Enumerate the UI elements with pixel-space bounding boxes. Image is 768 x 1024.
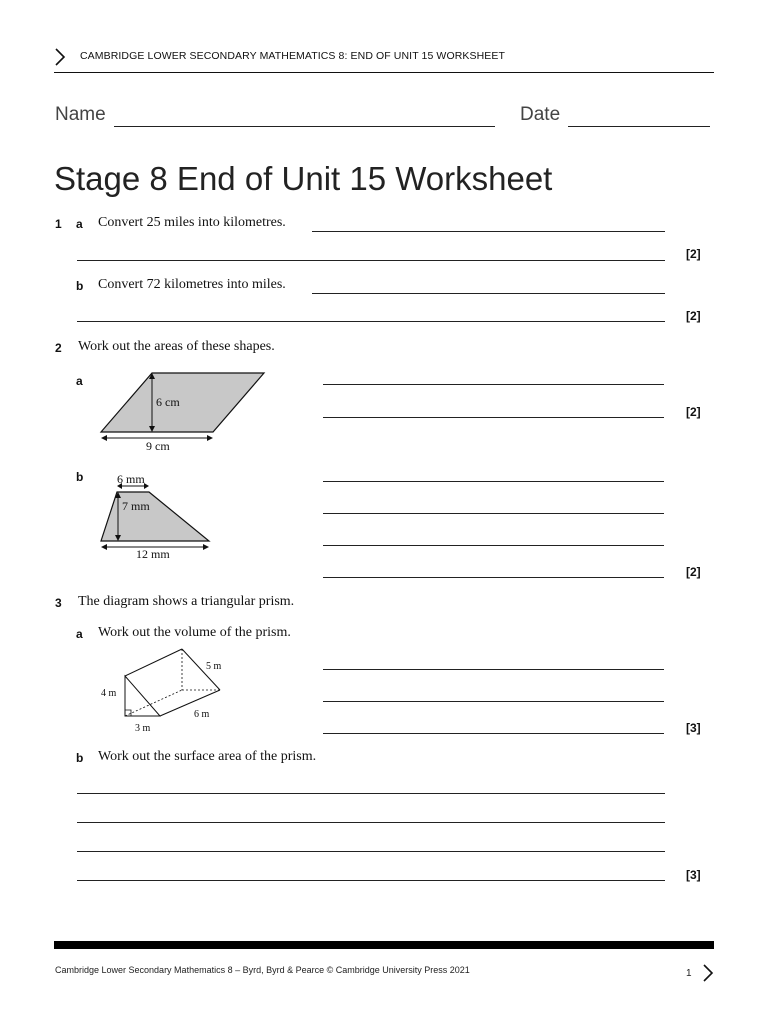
answer-line[interactable] (323, 701, 664, 702)
answer-line[interactable] (77, 851, 665, 852)
question-2-number: 2 (55, 341, 62, 355)
answer-line[interactable] (323, 384, 664, 385)
parallelogram-shape (101, 373, 264, 432)
answer-line[interactable] (323, 513, 664, 514)
question-2a-letter: a (76, 374, 83, 388)
question-3b-letter: b (76, 751, 84, 765)
marks-badge: [3] (686, 868, 701, 882)
question-3-text: The diagram shows a triangular prism. (78, 594, 295, 609)
trapezium-diagram (96, 472, 216, 562)
chevron-right-icon (702, 964, 714, 982)
answer-line[interactable] (77, 260, 665, 261)
question-1a-letter: a (76, 217, 83, 231)
marks-badge: [2] (686, 565, 701, 579)
name-label: Name (55, 104, 106, 125)
answer-line[interactable] (323, 481, 664, 482)
marks-badge: [2] (686, 405, 701, 419)
answer-line[interactable] (77, 822, 665, 823)
question-1a-text: Convert 25 miles into kilometres. (98, 215, 286, 230)
page-title: Stage 8 End of Unit 15 Worksheet (54, 160, 553, 197)
triangular-prism-diagram (96, 644, 241, 736)
length-label: 6 m (194, 709, 210, 720)
footer-credit: Cambridge Lower Secondary Mathematics 8 – Byrd, Byrd & Pearce © Cambridge University Press 2021 (55, 965, 470, 975)
question-3a-text: Work out the volume of the prism. (98, 625, 291, 640)
parallelogram-diagram (96, 368, 271, 452)
date-label: Date (520, 104, 561, 125)
answer-line[interactable] (323, 417, 664, 418)
question-3-number: 3 (55, 596, 62, 610)
marks-badge: [2] (686, 309, 701, 323)
footer-bar (54, 941, 714, 949)
page-number: 1 (686, 968, 692, 979)
question-1b-text: Convert 72 kilometres into miles. (98, 277, 286, 292)
base-label: 9 cm (146, 439, 170, 452)
question-2-text: Work out the areas of these shapes. (78, 339, 275, 354)
base-label: 3 m (135, 723, 151, 734)
answer-line[interactable] (323, 669, 664, 670)
question-2b-letter: b (76, 470, 84, 484)
answer-line[interactable] (323, 545, 664, 546)
chevron-right-icon (54, 48, 66, 66)
trapezium-shape (101, 492, 209, 541)
answer-line[interactable] (77, 321, 665, 322)
answer-line[interactable] (77, 793, 665, 794)
top-label: 6 mm (117, 472, 145, 486)
answer-line[interactable] (323, 733, 664, 734)
height-label: 6 cm (156, 395, 180, 409)
answer-line[interactable] (312, 231, 665, 232)
answer-line[interactable] (323, 577, 664, 578)
base-label: 12 mm (136, 547, 170, 561)
date-field[interactable] (568, 126, 710, 127)
slant-label: 5 m (206, 661, 222, 672)
question-3a-letter: a (76, 627, 83, 641)
question-1b-letter: b (76, 279, 84, 293)
answer-line[interactable] (77, 880, 665, 881)
name-field[interactable] (114, 126, 495, 127)
height-label: 7 mm (122, 499, 150, 513)
marks-badge: [3] (686, 721, 701, 735)
question-1-number: 1 (55, 217, 62, 231)
height-label: 4 m (101, 688, 117, 699)
header-title: CAMBRIDGE LOWER SECONDARY MATHEMATICS 8: END OF UNIT 15 WORKSHEET (80, 50, 506, 62)
header-rule (54, 72, 714, 73)
answer-line[interactable] (312, 293, 665, 294)
marks-badge: [2] (686, 247, 701, 261)
question-3b-text: Work out the surface area of the prism. (98, 749, 317, 764)
